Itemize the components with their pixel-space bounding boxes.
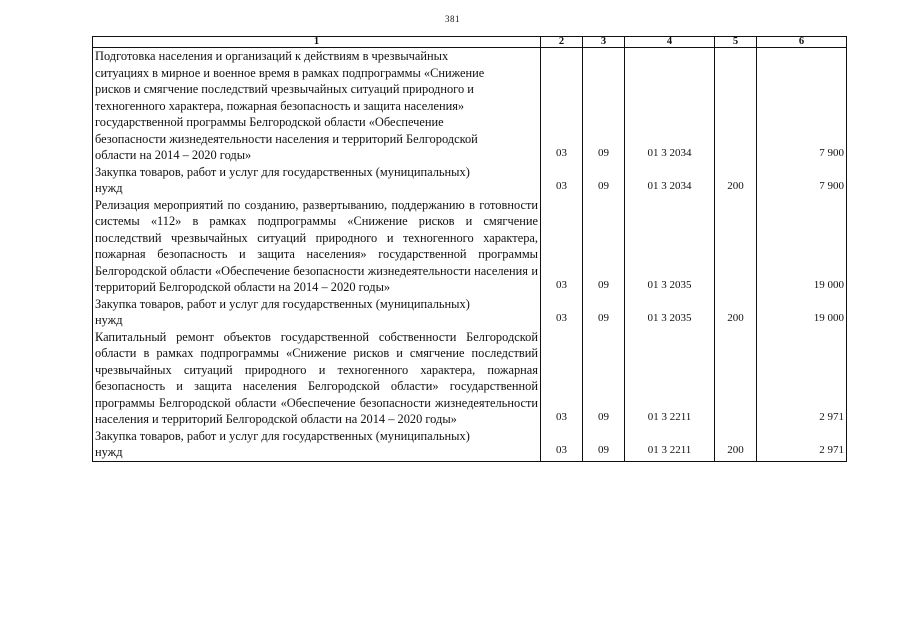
row-subsection: 09 [583, 296, 625, 329]
row-expense-type: 200 [715, 428, 757, 462]
table-row [93, 48, 847, 164]
row-description: Капитальный ремонт объектов государственной собственности Белгородской области в рамках подпрограммы «Снижение рисков и смягчение последствий чрезвычайных ситуаций природного и техногенного характера, пожарная безопасность и защита населения Белгородской области» государственной программы Белгородской области «Обеспечение безопасности жизнедеятельности населения и территорий Белгородской области на 2014 – 2020 годы» [93, 329, 541, 428]
row-section: 03 [541, 164, 583, 197]
row-section: 03 [541, 329, 583, 428]
table-row [93, 296, 847, 329]
table-row [93, 329, 847, 428]
row-amount: 19 000 [757, 296, 847, 329]
column-header-amount: 6 [757, 37, 847, 48]
row-amount: 7 900 [757, 164, 847, 197]
row-subsection: 09 [583, 48, 625, 164]
row-section: 03 [541, 48, 583, 164]
row-subsection: 09 [583, 197, 625, 296]
row-expense-type [715, 329, 757, 428]
column-header-expense-type: 5 [715, 37, 757, 48]
column-header-section: 2 [541, 37, 583, 48]
row-section: 03 [541, 428, 583, 462]
row-target-article: 01 3 2211 [625, 329, 715, 428]
row-description: Подготовка населения и организаций к действиям в чрезвычайных ситуациях в мирное и военное время в рамках подпрограммы «Снижение рисков и смягчение последствий чрезвычайных ситуаций природного и техногенного характера, пожарная безопасность и защита населения» государственной программы Белгородской области «Обеспечение безопасности жизнедеятельности населения и территорий Белгородской области на 2014 – 2020 годы» [93, 48, 541, 164]
row-description: Закупка товаров, работ и услуг для государственных (муниципальных) нужд [93, 164, 541, 197]
row-target-article: 01 3 2035 [625, 296, 715, 329]
column-header-target-article: 4 [625, 37, 715, 48]
table-row [93, 428, 847, 462]
row-section: 03 [541, 296, 583, 329]
table-row [93, 164, 847, 197]
row-subsection: 09 [583, 428, 625, 462]
row-subsection: 09 [583, 164, 625, 197]
row-amount: 2 971 [757, 428, 847, 462]
row-description: Закупка товаров, работ и услуг для государственных (муниципальных) нужд [93, 296, 541, 329]
row-target-article: 01 3 2035 [625, 197, 715, 296]
row-amount: 2 971 [757, 329, 847, 428]
row-description: Закупка товаров, работ и услуг для государственных (муниципальных) нужд [93, 428, 541, 462]
row-target-article: 01 3 2211 [625, 428, 715, 462]
row-amount: 19 000 [757, 197, 847, 296]
row-target-article: 01 3 2034 [625, 48, 715, 164]
row-expense-type: 200 [715, 164, 757, 197]
row-expense-type [715, 197, 757, 296]
header-row [93, 37, 847, 48]
page-number: 381 [445, 14, 460, 24]
row-expense-type: 200 [715, 296, 757, 329]
column-header-description: 1 [93, 37, 541, 48]
row-amount: 7 900 [757, 48, 847, 164]
row-subsection: 09 [583, 329, 625, 428]
row-description: Релизация мероприятий по созданию, развертыванию, поддержанию в готовности системы «112» в рамках подпрограммы «Снижение рисков и смягчение последствий чрезвычайных ситуаций природного и техногенного характера, пожарная безопасность и защита населения» государственной программы Белгородской области «Обеспечение безопасности жизнедеятельности населения и территорий Белгородской области на 2014 – 2020 годы» [93, 197, 541, 296]
row-target-article: 01 3 2034 [625, 164, 715, 197]
row-expense-type [715, 48, 757, 164]
column-header-subsection: 3 [583, 37, 625, 48]
table-row [93, 197, 847, 296]
row-section: 03 [541, 197, 583, 296]
budget-table [92, 36, 847, 462]
